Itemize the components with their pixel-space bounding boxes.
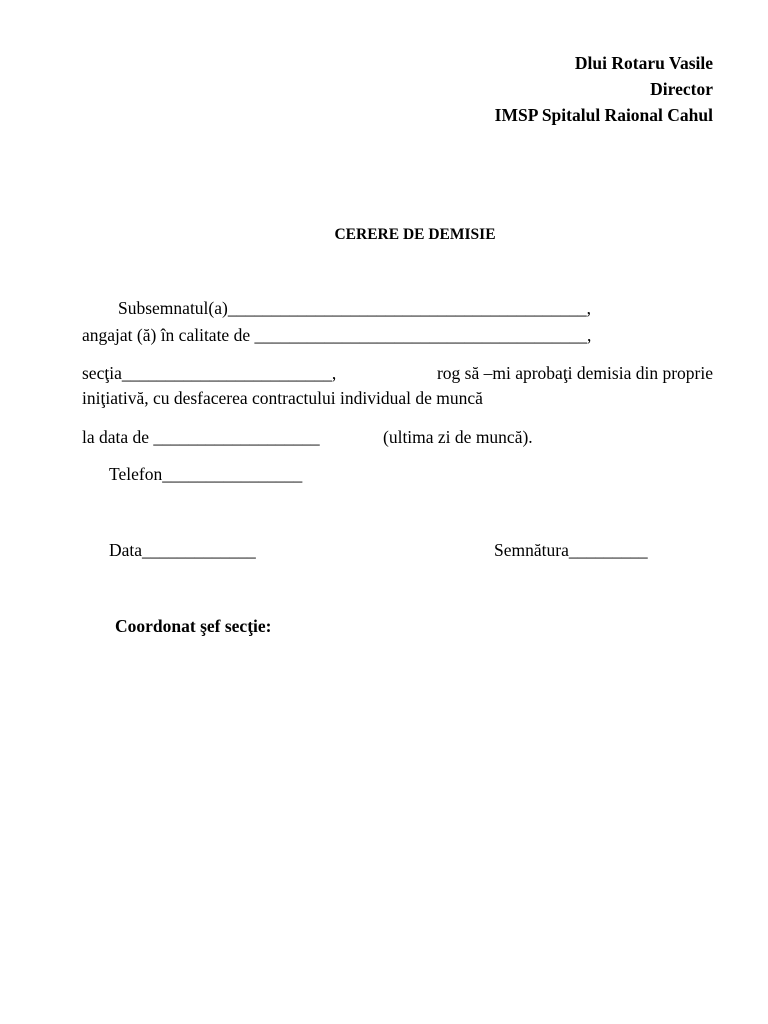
- body-line-date: la data de ___________________: [82, 427, 320, 447]
- recipient-position: Director: [650, 79, 713, 99]
- approval-label: Coordonat şef secţie:: [115, 616, 272, 636]
- body-line-request: rog să –mi aprobaţi demisia din proprie: [436, 363, 713, 383]
- body-line-name: Subsemnatul(a)_________________________________________,: [118, 298, 591, 318]
- body-line-section: secţia________________________,: [82, 363, 337, 383]
- phone-field: Telefon________________: [109, 464, 303, 484]
- date-field: Data_____________: [109, 540, 256, 560]
- recipient-name: Dlui Rotaru Vasile: [574, 53, 713, 73]
- document-title: CERERE DE DEMISIE: [334, 226, 496, 243]
- body-line-last-day: (ultima zi de muncă).: [383, 427, 533, 447]
- body-line-initiative: iniţiativă, cu desfacerea contractului individual de muncă: [82, 388, 483, 408]
- body-line-position: angajat (ă) în calitate de ______________________________________,: [82, 325, 592, 345]
- recipient-institution: IMSP Spitalul Raional Cahul: [494, 105, 713, 125]
- signature-field: Semnătura_________: [494, 540, 648, 560]
